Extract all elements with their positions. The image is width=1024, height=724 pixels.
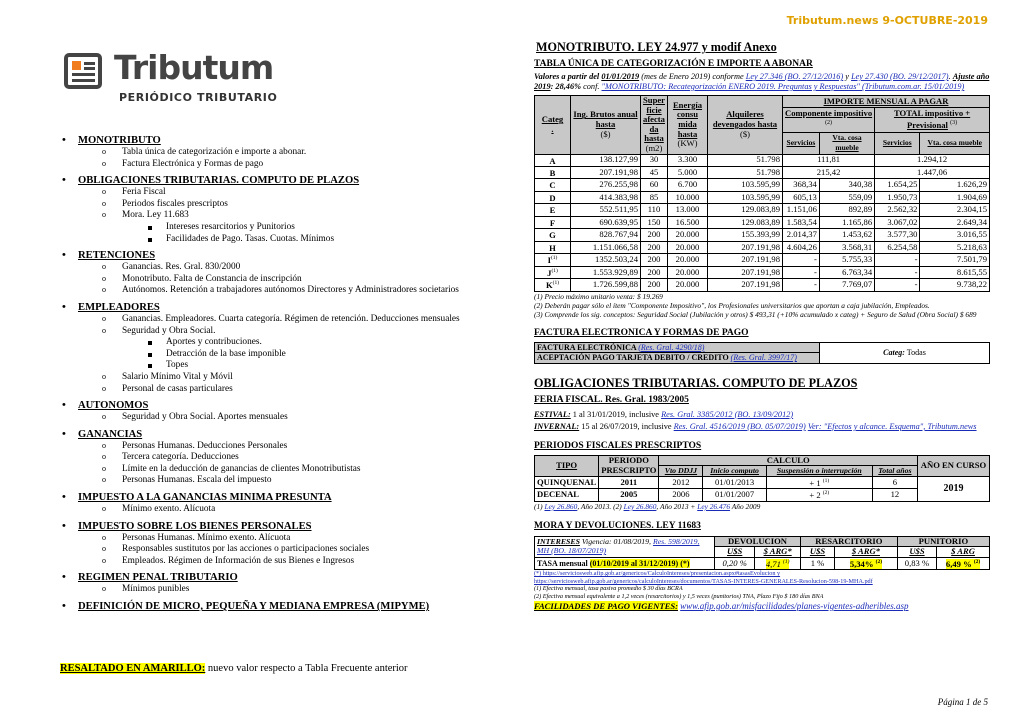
- energia-cell: 20.000: [668, 229, 708, 241]
- th-importe: IMPORTE MENSUAL A PAGAR: [783, 96, 990, 108]
- factura-table: [534, 342, 990, 364]
- index-section: • DEFINICIÓN DE MICRO, PEQUEÑA Y MEDIANA EMPRESA (MIPYME): [58, 600, 488, 613]
- total-venta-cell: 1.904,69: [920, 191, 990, 203]
- index-subitem: Aportes y contribuciones.: [58, 337, 488, 349]
- prescriptos-title: PERIODOS FISCALES PRESCRIPTOS: [534, 440, 702, 451]
- superficie-cell: 200: [641, 254, 668, 266]
- index-item: o Tercera categoría. Deducciones: [58, 452, 488, 464]
- th-anio-curso: AÑO EN CURSO: [918, 455, 990, 476]
- ingresos-cell: 690.639,95: [571, 216, 641, 228]
- total-servicios-cell: 1.654,25: [875, 179, 920, 191]
- componente-venta-cell: 3.568,31: [819, 241, 874, 253]
- categoria-row: [535, 241, 990, 253]
- th-venta: Vta. cosa mueble: [819, 132, 874, 154]
- categoria-letter: D: [535, 191, 571, 203]
- index-item: o Autónomos. Retención a trabajadores autónomos Directores y Administradores societarios: [58, 285, 488, 297]
- index-subitem: Detracción de la base imponible: [58, 349, 488, 361]
- th-suspension: Suspensión o interrupción: [766, 466, 872, 477]
- intro-text-3: y: [843, 72, 852, 81]
- th-calculo: CALCULO: [659, 455, 918, 466]
- logo: [64, 48, 296, 114]
- th-servicios: Servicios: [783, 132, 820, 154]
- highlight-legend-label: RESALTADO EN AMARILLO:: [60, 663, 206, 674]
- total-servicios-cell: 3.067,02: [875, 216, 920, 228]
- componente-servicios-cell: 368,34: [783, 179, 820, 191]
- index-list: [58, 134, 488, 613]
- categoria-row: [535, 254, 990, 266]
- total-venta-cell: 9.738,22: [920, 279, 990, 291]
- componente-cell: 111,81: [783, 154, 875, 166]
- energia-cell: 16.500: [668, 216, 708, 228]
- total-servicios-cell: -: [875, 279, 920, 291]
- categoria-letter: E: [535, 204, 571, 216]
- th-arg-1: $ ARG*: [755, 547, 801, 558]
- categoria-letter: H: [535, 241, 571, 253]
- periodo-cell: 2005: [599, 489, 659, 501]
- suspension-cell: + 1 $^{(1)}$: [766, 476, 872, 488]
- factura-categ: Categ: Todas: [820, 342, 990, 363]
- invernal-link[interactable]: Res. Gral. 4516/2019 (BO. 05/07/2019): [673, 421, 806, 431]
- superficie-cell: 60: [641, 179, 668, 191]
- intro-link-ley-27430[interactable]: Ley 27.430 (BO. 29/12/2017): [851, 72, 949, 81]
- energia-cell: 20.000: [668, 254, 708, 266]
- feria-fiscal-title: FERIA FISCAL. Res. Gral. 1983/2005: [534, 394, 689, 405]
- tasa-res-uss: 1 %: [800, 558, 834, 570]
- monotributo-title: MONOTRIBUTO. LEY 24.977 y modif Anexo: [536, 40, 777, 54]
- logo-subtitle: PERIÓDICO TRIBUTARIO: [119, 91, 278, 104]
- factura-title: FACTURA ELECTRONICA Y FORMAS DE PAGO: [534, 327, 749, 338]
- tasa-pun-arg: 6,49 % $^{(2)}$: [937, 558, 990, 570]
- estival-link[interactable]: Res. Gral. 3385/2012 (BO. 13/09/2012): [661, 409, 794, 419]
- res-598-link[interactable]: Res. 598/2019, MH (BO. 18/07/2019): [537, 537, 700, 555]
- index-item: o Ganancias. Res. Gral. 830/2000: [58, 262, 488, 274]
- th-periodo: PERIODO: [599, 455, 659, 466]
- index-item: o Mora. Ley 11.683: [58, 210, 488, 222]
- pago-tarjeta-row: ACEPTACIÓN PAGO TARJETA DEBITO / CREDITO (Res. Gral. 3997/17): [535, 353, 820, 364]
- total-venta-cell: 1.626,29: [920, 179, 990, 191]
- afip-tasas-pdf-link[interactable]: https://serviciosweb.afip.gob.ar/genericos/calculoIntereses/documentos/TASAS-INTERES-GENERALES-Resolucion-598-19-MHA.pdf: [534, 577, 873, 585]
- index-section: • AUTONOMOS: [58, 399, 488, 412]
- intereses-header: INTERESES Vigencia: 01/08/2019, Res. 598/2019, MH (BO. 18/07/2019): [535, 536, 715, 557]
- superficie-cell: 200: [641, 279, 668, 291]
- page-number: Página 1 de 5: [937, 697, 988, 707]
- componente-venta-cell: 6.763,34: [819, 266, 874, 278]
- componente-venta-cell: 7.769,07: [819, 279, 874, 291]
- mora-links: [534, 570, 990, 600]
- ingresos-cell: 1.726.599,88: [571, 279, 641, 291]
- facilidades-pago: FACILIDADES DE PAGO VIGENTES: www.afip.gob.ar/misfacilidades/planes-vigentes-adheribles.asp: [534, 601, 909, 612]
- categoria-row: [535, 204, 990, 216]
- ingresos-cell: 1.553.929,89: [571, 266, 641, 278]
- categoria-letter: G: [535, 229, 571, 241]
- th-devolucion: DEVOLUCION: [715, 536, 801, 547]
- total-venta-cell: 7.501,79: [920, 254, 990, 266]
- mora-note-1: (1) Efectiva mensual, tasa pasiva promedio $ 30 días BCRA: [534, 585, 683, 593]
- categoria-letter: $I^{(1)}$: [535, 254, 571, 266]
- tasa-res-arg: 5,34% $^{(2)}$: [835, 558, 898, 570]
- mora-note-2: (2) Efectiva mensual equivalente a 1,2 veces (resarcitorios) y 1,5 veces (punitorios) TNA, Plazo Fijo $ 180 días BNA: [534, 592, 824, 600]
- th-arg-2: $ ARG*: [835, 547, 898, 558]
- anio-curso-cell: 2019: [918, 476, 990, 501]
- index-section: • IMPUESTO SOBRE LOS BIENES PERSONALES: [58, 520, 488, 533]
- alquileres-cell: 51.798: [708, 167, 783, 179]
- index-item: o Monotributo. Falta de Constancia de inscripción: [58, 274, 488, 286]
- index-item: o Responsables sustitutos por las acciones o participaciones sociales: [58, 544, 488, 556]
- superficie-cell: 30: [641, 154, 668, 166]
- ingresos-cell: 276.255,98: [571, 179, 641, 191]
- componente-venta-cell: 559,09: [819, 191, 874, 203]
- ingresos-cell: 207.191,98: [571, 167, 641, 179]
- suspension-cell: + 2 $^{(2)}$: [766, 489, 872, 501]
- energia-cell: 13.000: [668, 204, 708, 216]
- th-uss-1: U$S: [715, 547, 755, 558]
- categoria-letter: C: [535, 179, 571, 191]
- componente-venta-cell: 340,38: [819, 179, 874, 191]
- document-icon: [64, 53, 108, 91]
- feria-estival: ESTIVAL: 1 al 31/01/2019, inclusive Res. Gral. 3385/2012 (BO. 13/09/2012): [534, 409, 794, 419]
- total-servicios-cell: 3.577,30: [875, 229, 920, 241]
- monotributo-subtitle: TABLA ÚNICA DE CATEGORIZACIÓN E IMPORTE A ABONAR: [534, 59, 813, 69]
- factura-electronica-row: FACTURA ELECTRÓNICA (Res. Gral. 4290/18): [535, 342, 820, 353]
- index-item: o Feria Fiscal: [58, 187, 488, 199]
- th-vto: Vto DDJJ: [659, 466, 703, 477]
- alquileres-cell: 207.191,98: [708, 279, 783, 291]
- componente-venta-cell: 5.755,33: [819, 254, 874, 266]
- index-section: • RETENCIONES: [58, 249, 488, 262]
- header-date: Tributum.news 9-OCTUBRE-2019: [786, 14, 988, 27]
- th-uss-3: U$S: [897, 547, 936, 558]
- total-servicios-cell: -: [875, 254, 920, 266]
- index-item: o Empleados. Régimen de Información de sus Bienes e Ingresos: [58, 556, 488, 568]
- energia-cell: 10.000: [668, 191, 708, 203]
- componente-servicios-cell: 605,13: [783, 191, 820, 203]
- alquileres-cell: 207.191,98: [708, 266, 783, 278]
- componente-servicios-cell: 4.604,26: [783, 241, 820, 253]
- intro-ajuste: Ajuste año 2019: [534, 72, 990, 91]
- facilidades-link[interactable]: www.afip.gob.ar/misfacilidades/planes-vigentes-adheribles.asp: [680, 601, 909, 612]
- total-anios-cell: 12: [872, 489, 917, 501]
- index-item: o Límite en la deducción de ganancias de clientes Monotributistas: [58, 464, 488, 476]
- superficie-cell: 200: [641, 266, 668, 278]
- categoria-letter: A: [535, 154, 571, 166]
- total-venta-cell: 2.649,34: [920, 216, 990, 228]
- total-venta-cell: 3.016,55: [920, 229, 990, 241]
- ingresos-cell: 1352.503,24: [571, 254, 641, 266]
- vto-cell: 2006: [659, 489, 703, 501]
- categoria-row: [535, 154, 990, 166]
- componente-servicios-cell: -: [783, 279, 820, 291]
- monotributo-note: (1) Precio máximo unitario venta: $ 19.269: [534, 291, 663, 301]
- prescriptos-table: [534, 455, 990, 502]
- th-arg-3: $ ARG: [937, 547, 990, 558]
- alquileres-cell: 51.798: [708, 154, 783, 166]
- componente-servicios-cell: -: [783, 254, 820, 266]
- total-servicios-cell: -: [875, 266, 920, 278]
- total-venta-cell: 5.218,63: [920, 241, 990, 253]
- mora-title: MORA Y DEVOLUCIONES. LEY 11683: [534, 520, 701, 531]
- categoria-letter: F: [535, 216, 571, 228]
- intro-percent: : 28,46%: [550, 82, 584, 91]
- total-venta-cell: 2.304,15: [920, 204, 990, 216]
- total-cell: 1.294,12: [875, 154, 990, 166]
- th-punitorio: PUNITORIO: [897, 536, 989, 547]
- mora-table: [534, 536, 990, 571]
- content-column: [534, 40, 990, 611]
- total-servicios-cell: 2.562,32: [875, 204, 920, 216]
- total-servicios-cell: 1.950,73: [875, 191, 920, 203]
- highlight-legend: [60, 663, 408, 674]
- categoria-letter: $J^{(1)}$: [535, 266, 571, 278]
- categoria-letter: $K^{(1)}$: [535, 279, 571, 291]
- total-cell: 1.447,06: [875, 167, 990, 179]
- componente-venta-cell: 1.165,86: [819, 216, 874, 228]
- th-servicios-total: Servicios: [875, 132, 920, 154]
- monotributo-note: (3) Comprende los sig. conceptos: Seguridad Social (Jubilación y otros) $ 493,31 (+10% acumulado x categ) + Seguro de Salud (Obra Social) $ 689: [534, 309, 977, 319]
- index-section: • REGIMEN PENAL TRIBUTARIO: [58, 571, 488, 584]
- index-subitem: Facilidades de Pago. Tasas. Cuotas. Mínimos: [58, 234, 488, 246]
- th-energia: Energía consu mida hasta (KW): [668, 96, 708, 155]
- index-subitem: Intereses resarcitorios y Punitorios: [58, 222, 488, 234]
- energia-cell: 20.000: [668, 266, 708, 278]
- alquileres-cell: 207.191,98: [708, 241, 783, 253]
- th-total: TOTAL impositivo + Previsional $^{(3)}$: [875, 107, 990, 132]
- superficie-cell: 110: [641, 204, 668, 216]
- ley-26860-link-2[interactable]: Ley 26.860: [623, 501, 657, 511]
- th-alquileres: Alquileres devengados hasta ($): [708, 96, 783, 155]
- alquileres-cell: 103.595,99: [708, 179, 783, 191]
- intro-link-ley-27346[interactable]: Ley 27.346 (BO. 27/12/2016): [745, 72, 844, 81]
- alquileres-cell: 129.083,89: [708, 216, 783, 228]
- th-prescripto: PRESCRIPTO: [599, 466, 659, 477]
- categoria-row: [535, 216, 990, 228]
- ley-26860-link[interactable]: Ley 26.860: [544, 501, 578, 511]
- index-section: • EMPLEADORES: [58, 301, 488, 314]
- tasa-mensual: TASA mensual (01/10/2019 al 31/12/2019) (*): [535, 558, 715, 570]
- index-section: • GANANCIAS: [58, 428, 488, 441]
- tipo-cell: DECENAL: [535, 489, 599, 501]
- vto-cell: 2012: [659, 476, 703, 488]
- superficie-cell: 45: [641, 167, 668, 179]
- index-item: o Periodos fiscales prescriptos: [58, 199, 488, 211]
- factura-link[interactable]: (Res. Gral. 4290/18): [638, 342, 705, 352]
- index-item: o Mínimos punibles: [58, 584, 488, 596]
- index-subitem: Topes: [58, 360, 488, 372]
- inicio-cell: 01/01/2013: [703, 476, 766, 488]
- energia-cell: 20.000: [668, 241, 708, 253]
- index-item: o Seguridad y Obra Social. Aportes mensuales: [58, 412, 488, 424]
- index-section: • MONOTRIBUTO: [58, 134, 488, 147]
- categoria-row: [535, 279, 990, 291]
- alquileres-cell: 129.083,89: [708, 204, 783, 216]
- th-total-anios: Total años: [872, 466, 917, 477]
- energia-cell: 6.700: [668, 179, 708, 191]
- componente-servicios-cell: -: [783, 266, 820, 278]
- periodo-cell: 2011: [599, 476, 659, 488]
- th-inicio: Inicio computo: [703, 466, 766, 477]
- energia-cell: 20.000: [668, 279, 708, 291]
- index-item: o Ganancias. Empleadores. Cuarta categoría. Régimen de retención. Deducciones mensuales: [58, 314, 488, 326]
- index-item: o Seguridad y Obra Social.: [58, 326, 488, 338]
- index-item: o Personas Humanas. Mínimo exento. Alícuota: [58, 533, 488, 545]
- pago-tarjeta-link[interactable]: (Res. Gral. 3997/17): [730, 353, 797, 363]
- th-venta-total: Vta. cosa mueble: [920, 132, 990, 154]
- ley-26476-link[interactable]: Ley 26.476: [697, 501, 731, 511]
- th-uss-2: U$S: [800, 547, 834, 558]
- intro-text-2: (mes de Enero 2019) conforme: [639, 72, 746, 81]
- obligaciones-title: OBLIGACIONES TRIBUTARIAS. COMPUTO DE PLAZOS: [534, 375, 858, 390]
- categoria-row: [535, 191, 990, 203]
- prescripto-row: [535, 476, 990, 488]
- categoria-row: [535, 167, 990, 179]
- tasa-dev-arg: 4,71 $^{(1)}$: [755, 558, 801, 570]
- categoria-row: [535, 179, 990, 191]
- monotributo-intro: [534, 72, 990, 92]
- componente-cell: 215,42: [783, 167, 875, 179]
- componente-servicios-cell: 1.151,06: [783, 204, 820, 216]
- index-item: o Salario Mínimo Vital y Móvil: [58, 372, 488, 384]
- alquileres-cell: 155.393,99: [708, 229, 783, 241]
- index-section: • OBLIGACIONES TRIBUTARIAS. COMPUTO DE PLAZOS: [58, 174, 488, 187]
- monotributo-note: (2) Deberán pagar sólo el ítem "Componente Impositivo", los Profesionales universitarios que aportan a caja jubilación, Empleados.: [534, 300, 930, 310]
- th-ingresos: Ing. Brutos anual hasta ($): [571, 96, 641, 155]
- alquileres-cell: 207.191,98: [708, 254, 783, 266]
- inicio-cell: 01/01/2007: [703, 489, 766, 501]
- index-item: o Mínimo exento. Alícuota: [58, 504, 488, 516]
- invernal-esquema-link[interactable]: Ver: "Efectos y alcance. Esquema", Tributum.news: [807, 421, 977, 431]
- ingresos-cell: 1.151.066,58: [571, 241, 641, 253]
- total-servicios-cell: 6.254,58: [875, 241, 920, 253]
- superficie-cell: 150: [641, 216, 668, 228]
- highlight-legend-text: nuevo valor respecto a Tabla Frecuente anterior: [205, 663, 408, 674]
- th-categ: Categ .: [535, 96, 571, 155]
- ingresos-cell: 414.383,98: [571, 191, 641, 203]
- th-resarcitorio: RESARCITORIO: [800, 536, 897, 547]
- alquileres-cell: 103.595,99: [708, 191, 783, 203]
- intro-link-recategorizacion[interactable]: "MONOTRIBUTO: Recategorización ENERO 2019. Preguntas y Respuestas" (Tributum.com.ar. 15/01/2019): [601, 82, 965, 91]
- monotributo-table: [534, 95, 990, 292]
- energia-cell: 3.300: [668, 154, 708, 166]
- th-componente: Componente impositivo $^{(2)}$: [783, 107, 875, 132]
- ingresos-cell: 138.127,99: [571, 154, 641, 166]
- intro-lead: Valores a partir del: [534, 72, 602, 81]
- categoria-letter: B: [535, 167, 571, 179]
- intro-conf: conf.: [583, 82, 602, 91]
- superficie-cell: 85: [641, 191, 668, 203]
- tasa-dev-uss: 0,20 %: [715, 558, 755, 570]
- index-item: o Personas Humanas. Deducciones Personales: [58, 441, 488, 453]
- energia-cell: 5.000: [668, 167, 708, 179]
- tasa-pun-uss: 0,83 %: [897, 558, 936, 570]
- ingresos-cell: 828.767,94: [571, 229, 641, 241]
- th-superficie: Super ficie afecta da hasta (m2): [641, 96, 668, 155]
- superficie-cell: 200: [641, 241, 668, 253]
- componente-servicios-cell: 2.014,37: [783, 229, 820, 241]
- index-section: • IMPUESTO A LA GANANCIAS MINIMA PRESUNTA: [58, 491, 488, 504]
- afip-calculo-link[interactable]: (*) https://serviciosweb.afip.gob.ar/genericos/CalculoIntereses/presentacion.aspx#tasasEvolucion y: [534, 570, 781, 578]
- index-item: o Personas Humanas. Escala del impuesto: [58, 475, 488, 487]
- tipo-cell: QUINQUENAL: [535, 476, 599, 488]
- th-tipo: TIPO: [535, 455, 599, 476]
- componente-venta-cell: 892,89: [819, 204, 874, 216]
- intro-date: 01/01/2019: [601, 72, 640, 81]
- componente-venta-cell: 1.453,62: [819, 229, 874, 241]
- categoria-row: [535, 266, 990, 278]
- ingresos-cell: 552.511,95: [571, 204, 641, 216]
- componente-servicios-cell: 1.583,54: [783, 216, 820, 228]
- superficie-cell: 200: [641, 229, 668, 241]
- total-venta-cell: 8.615,55: [920, 266, 990, 278]
- index-item: o Personal de casas particulares: [58, 384, 488, 396]
- index-item: o Tabla única de categorización e importe a abonar.: [58, 147, 488, 159]
- monotributo-notes: [534, 292, 990, 319]
- total-anios-cell: 6: [872, 476, 917, 488]
- index-item: o Factura Electrónica y Formas de pago: [58, 159, 488, 171]
- intro-text-4: .: [948, 72, 953, 81]
- prescriptos-notes: (1) Ley 26.860, Año 2013. (2) Ley 26.860, Año 2013 + Ley 26.476 Año 2009: [534, 501, 761, 511]
- logo-name: Tributum: [114, 48, 274, 87]
- categoria-row: [535, 229, 990, 241]
- feria-invernal: INVERNAL: 15 al 26/07/2019, inclusive Res. Gral. 4516/2019 (BO. 05/07/2019) Ver: "Efectos y alcance. Esquema", Tributum.news: [534, 421, 977, 431]
